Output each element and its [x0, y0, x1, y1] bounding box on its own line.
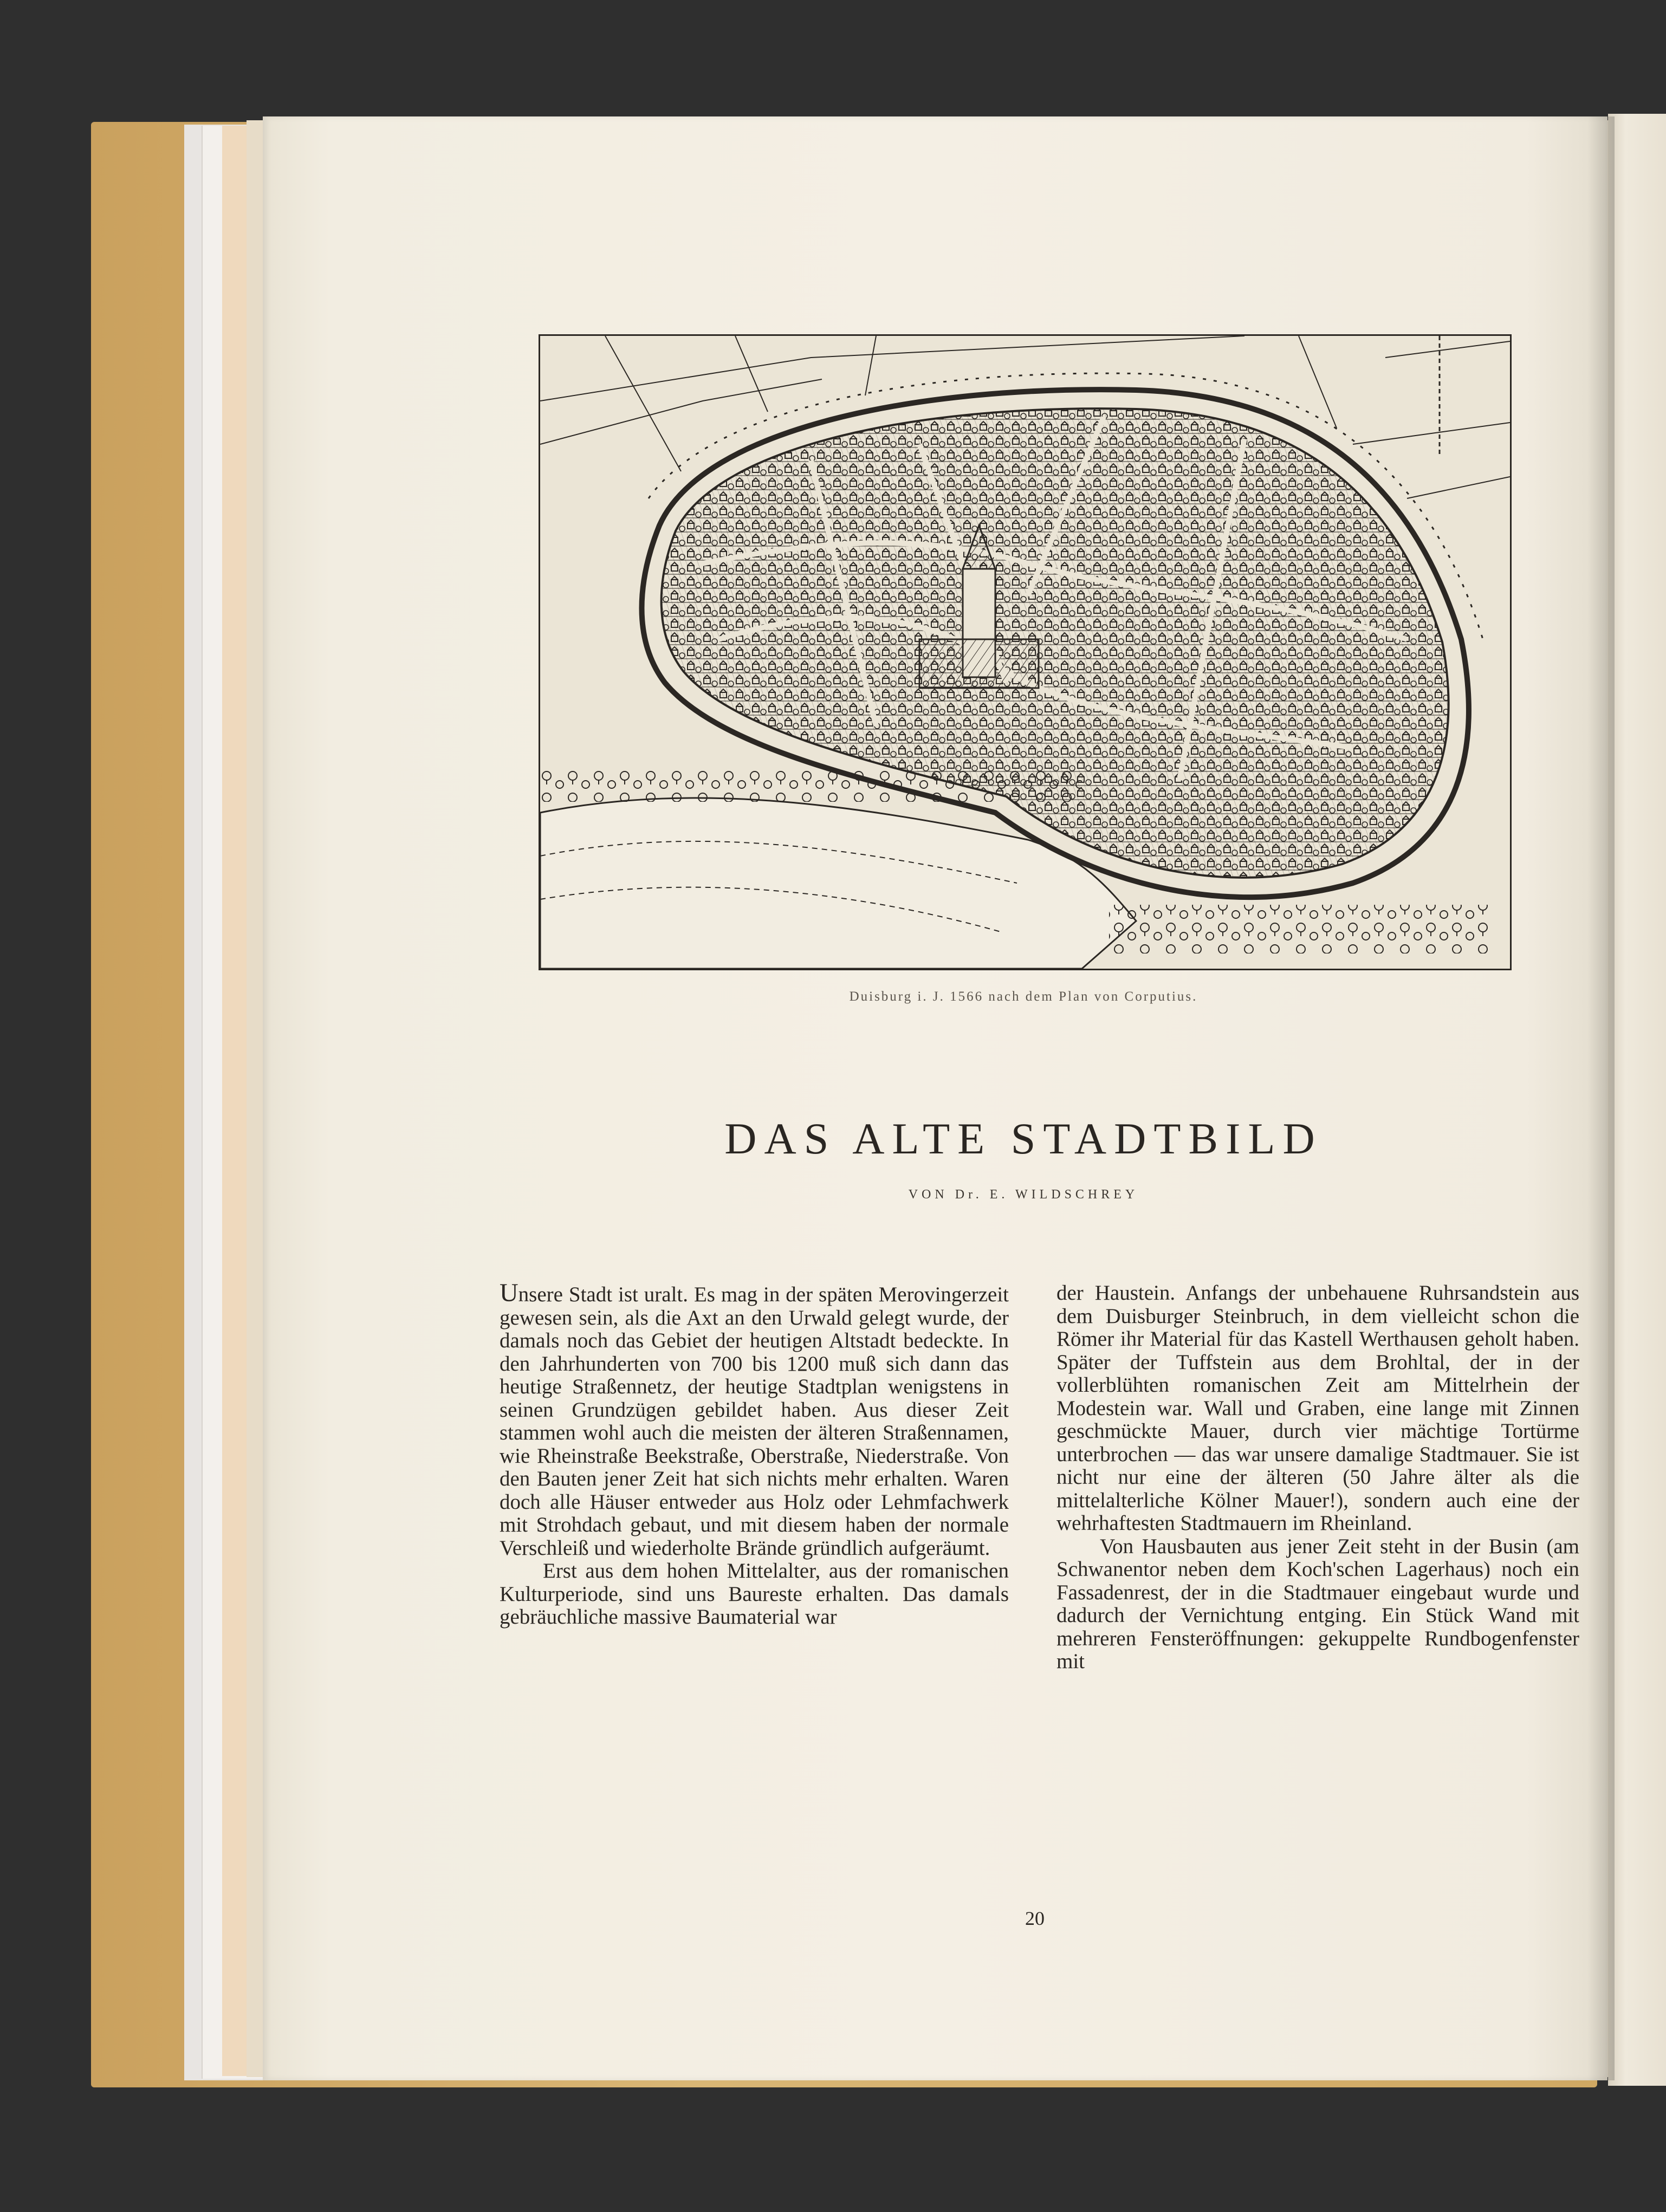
paragraph: der Haustein. Anfangs der unbehauene Ruhrsandstein aus dem Duisburger Steinbruch, in dem vielleicht schon die Römer ihr Material für das Kastell Werthausen geholt haben. Später der Tuffstein aus dem Brohltal, der in der vollerblühten romanischen Zeit am Mittelrhein der Modestein war. Wall und Graben, eine lange mit Zinnen geschmückte Mauer, durch vier mächtige Tortürme unterbrochen — das war unsere damalige Stadtmauer. Sie ist nicht nur eine der älteren (50 Jahre älter als die mittelalterliche Kölner Mauer!), sondern auch eine der wehrhaftesten Stadtmauern im Rheinland. [1056, 1281, 1579, 1535]
paragraph [500, 1279, 1009, 1560]
figure-caption: Duisburg i. J. 1566 nach dem Plan von Corputius. [849, 989, 1198, 1004]
paragraph: Von Hausbauten aus jener Zeit steht in der Busin (am Schwanentor neben dem Koch'schen Lagerhaus) noch ein Fassadenrest, der in die Stadtmauer eingebaut wurde und dadurch der Vernichtung entging. Ein Stück Wand mit mehreren Fensteröffnungen: gekuppelte Rundbogenfenster mit [1056, 1534, 1579, 1673]
paragraph-text: nsere Stadt ist uralt. Es mag in der späten Merovingerzeit gewesen sein, als die Axt an den Urwald gelegt wurde, der damals noch das Gebiet der heutigen Altstadt bedeckte. In den Jahrhunderten von 700 bis 1200 muß sich dann das heutige Straßennetz, der heutige Stadtplan wenigstens in seinen Grundzügen gebildet haben. Aus dieser Zeit stammen wohl auch die meisten der älteren Straßennamen, wie Rheinstraße Beekstraße, Oberstraße, Niederstraße. Von den Bauten jener Zeit hat sich nichts mehr erhalten. Waren doch alle Häuser entweder aus Holz oder Lehmfachwerk mit Strohdach gebaut, und mit diesem haben der normale Verschleiß und wiederholte Brände gründlich aufgeräumt. [500, 1283, 1009, 1560]
city-map-engraving [539, 334, 1512, 970]
facing-page-edge [1608, 114, 1666, 2086]
text-column-left [500, 1279, 1009, 1629]
paragraph: Erst aus dem hohen Mittelalter, aus der romanischen Kulturperiode, sind uns Baureste erhalten. Das damals gebräuchliche massive Baumaterial war [500, 1559, 1009, 1629]
article-byline: VON Dr. E. WILDSCHREY [908, 1188, 1139, 1202]
text-column-right [1056, 1282, 1579, 1673]
drop-cap: U [500, 1279, 518, 1307]
article-title: DAS ALTE STADTBILD [724, 1114, 1323, 1163]
page-number: 20 [1025, 1908, 1045, 1929]
gutter-shadow [1587, 116, 1615, 2080]
